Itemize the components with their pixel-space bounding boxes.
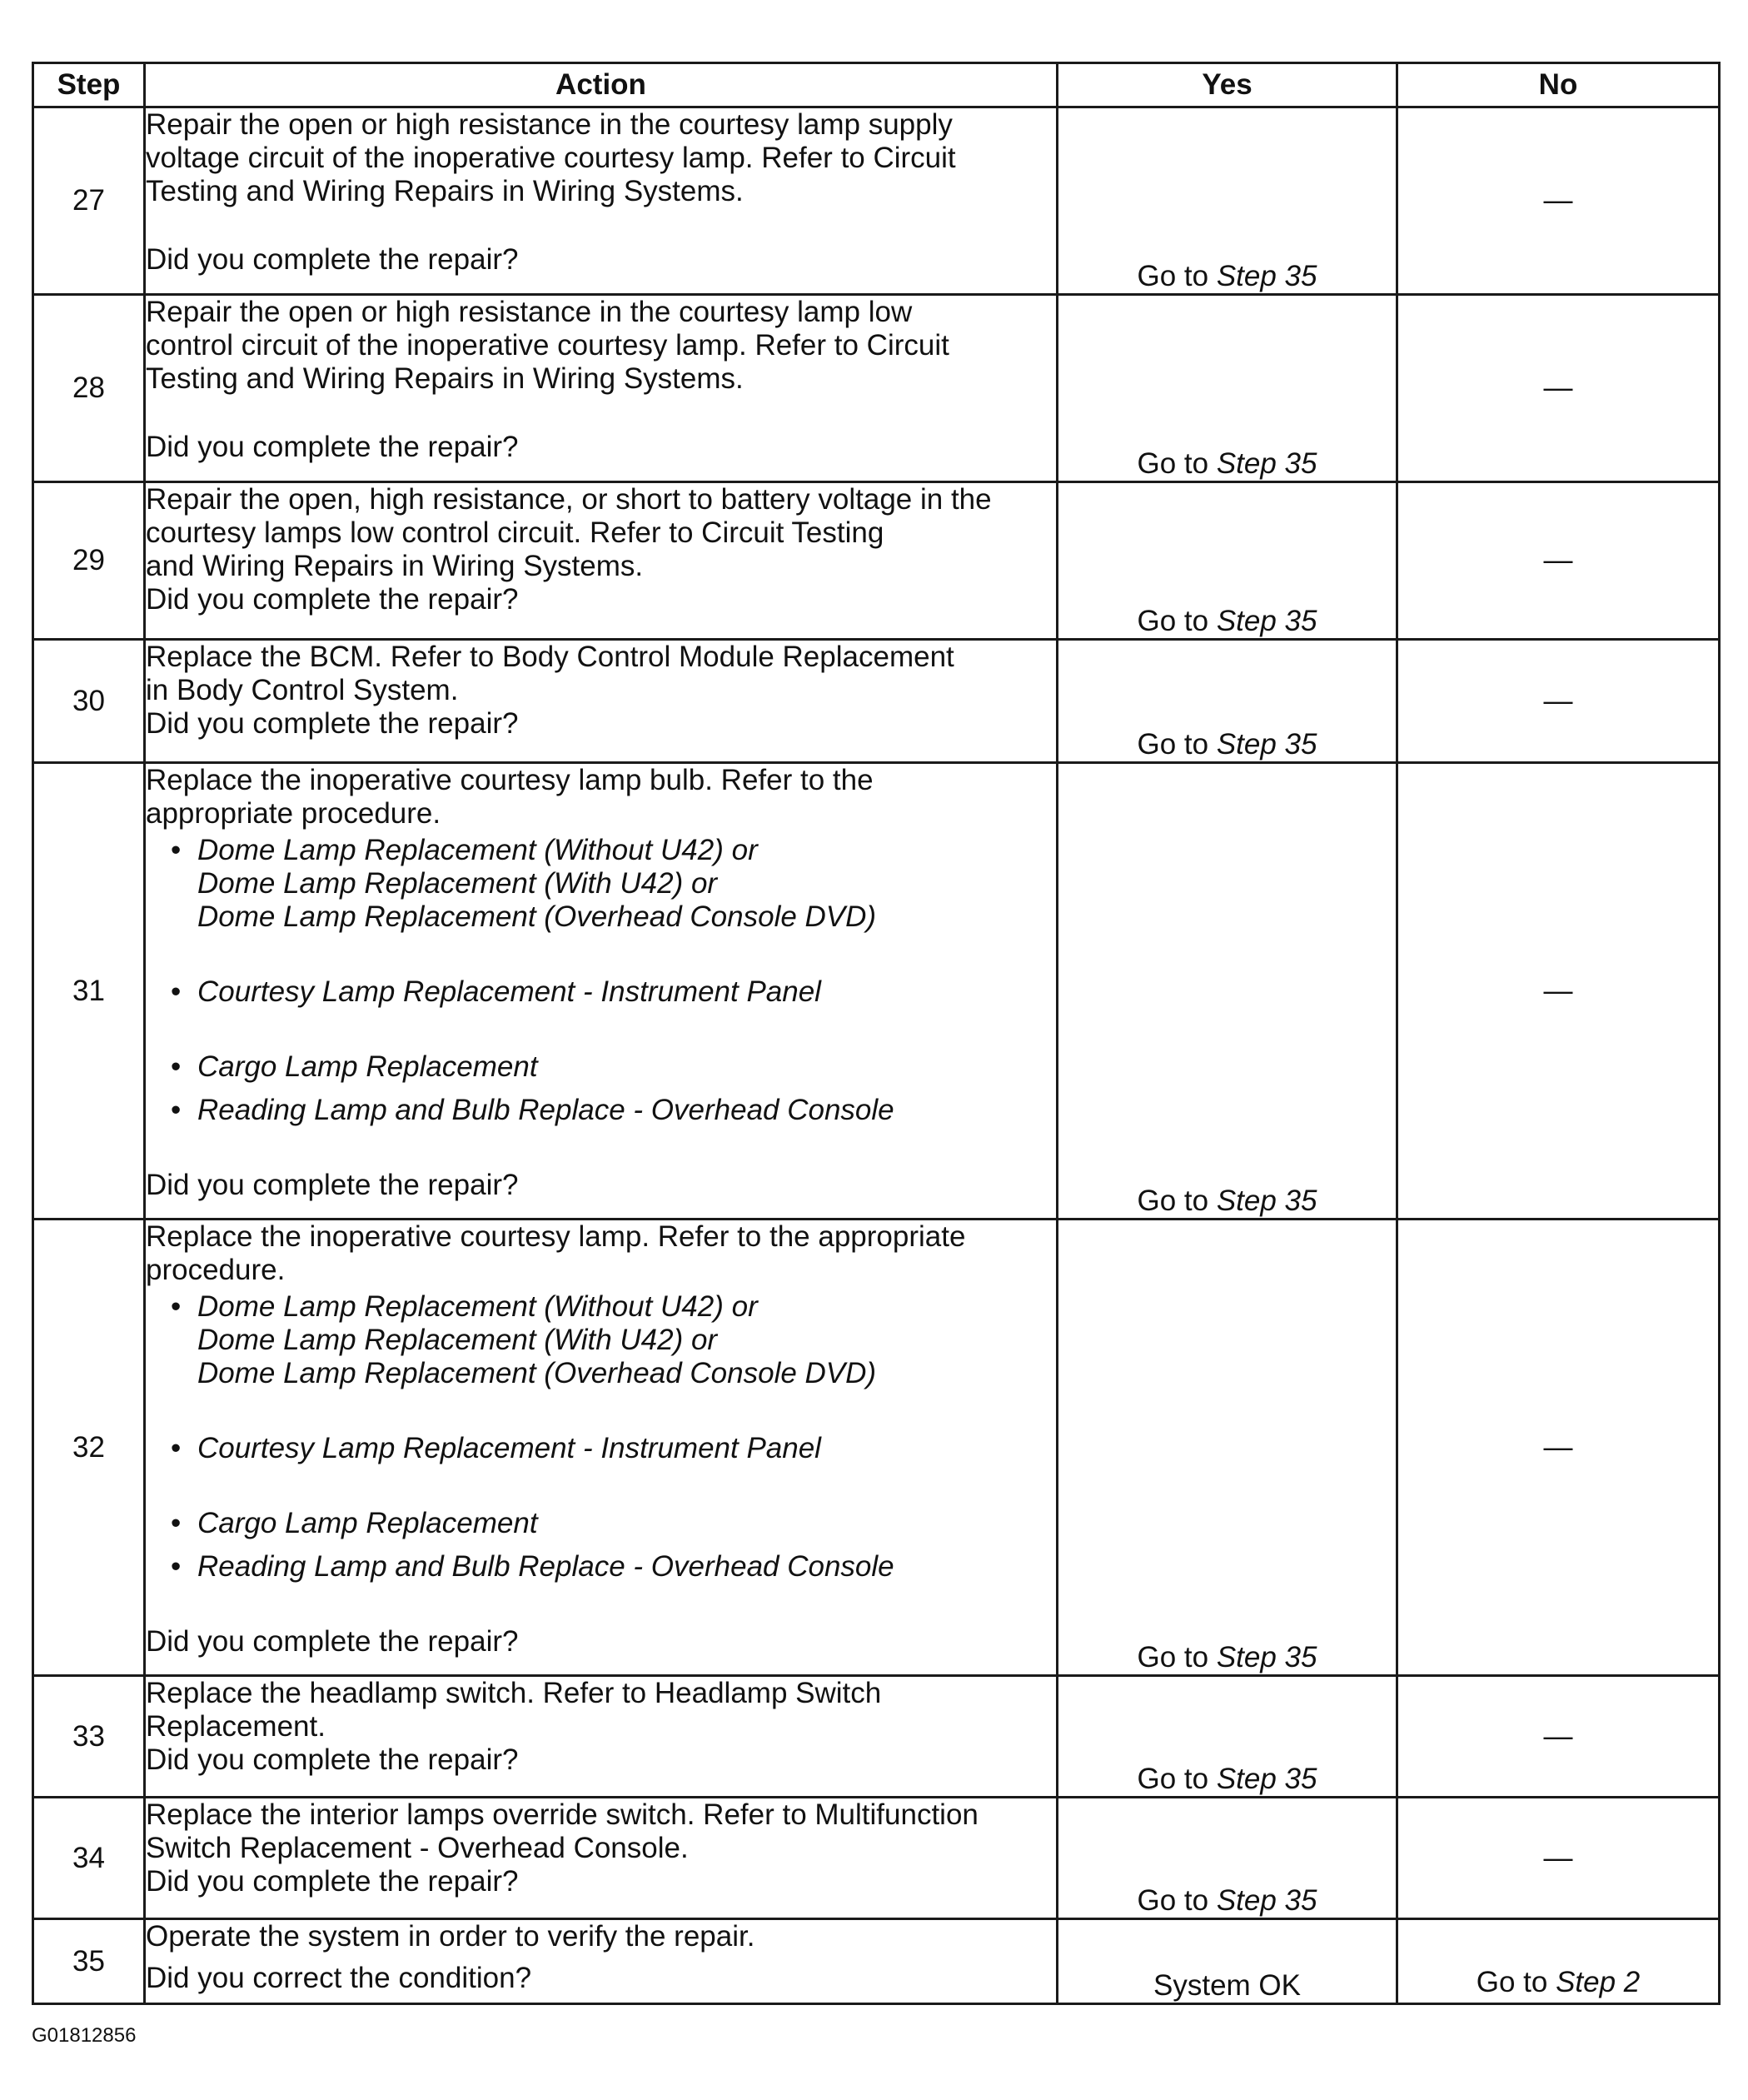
- table-row-step-35: [33, 1919, 1720, 2004]
- action-text: Replace the inoperative courtesy lamp. Refer to the appropriate procedure.: [146, 1220, 966, 1286]
- action-cell: [145, 1919, 1058, 2004]
- yes-step-link[interactable]: Step 35: [1216, 1884, 1317, 1917]
- step-number: 32: [33, 1220, 145, 1676]
- table-row-step-27: [33, 107, 1720, 295]
- question-text: Did you complete the repair?: [146, 583, 519, 616]
- procedure-list: [146, 834, 1056, 1127]
- procedure-item-cargo-lamp[interactable]: • Cargo Lamp Replacement: [171, 1050, 1056, 1084]
- yes-step-link[interactable]: Step 35: [1216, 1641, 1317, 1674]
- action-text: Repair the open or high resistance in the courtesy lamp supply voltage circuit of the inoperative courtesy lamp. Refer to Circuit Testing and Wiring Repairs in Wiring Systems.: [146, 108, 956, 207]
- action-text: Operate the system in order to verify the repair.: [146, 1920, 755, 1953]
- diagnostic-table: [32, 62, 1721, 2005]
- no-cell: —: [1397, 482, 1720, 640]
- no-cell: —: [1397, 107, 1720, 295]
- action-cell: [145, 1220, 1058, 1676]
- yes-prefix: Go to: [1137, 1884, 1217, 1917]
- procedure-item-dome-lamp[interactable]: • Dome Lamp Replacement (Without U42) or Dome Lamp Replacement (With U42) or Dome Lamp Replacement (Overhead Console DVD): [171, 1290, 1056, 1390]
- yes-prefix: Go to: [1137, 728, 1217, 761]
- header-yes: Yes: [1058, 63, 1397, 107]
- action-cell: [145, 1798, 1058, 1919]
- question-text: Did you complete the repair?: [146, 1865, 519, 1898]
- procedure-item-courtesy-lamp[interactable]: • Courtesy Lamp Replacement - Instrument Panel: [171, 1432, 1056, 1465]
- yes-prefix: Go to: [1137, 1641, 1217, 1674]
- no-cell: [1397, 1919, 1720, 2004]
- action-text: Replace the interior lamps override switch. Refer to Multifunction Switch Replacement - Overhead Console.: [146, 1798, 979, 1864]
- yes-step-link[interactable]: Step 35: [1216, 728, 1317, 761]
- yes-cell: [1058, 295, 1397, 482]
- yes-prefix: Go to: [1137, 260, 1217, 292]
- header-row: [33, 63, 1720, 107]
- action-text: Replace the BCM. Refer to Body Control Module Replacement in Body Control System.: [146, 641, 954, 706]
- action-text: Replace the inoperative courtesy lamp bulb. Refer to the appropriate procedure.: [146, 764, 874, 830]
- header-no: No: [1397, 63, 1720, 107]
- step-number: 34: [33, 1798, 145, 1919]
- step-number: 33: [33, 1676, 145, 1798]
- procedure-item-reading-lamp[interactable]: • Reading Lamp and Bulb Replace - Overhead Console: [171, 1550, 1056, 1584]
- yes-cell: [1058, 1919, 1397, 2004]
- table-row-step-32: [33, 1220, 1720, 1676]
- procedure-item-reading-lamp[interactable]: • Reading Lamp and Bulb Replace - Overhead Console: [171, 1094, 1056, 1127]
- step-number: 30: [33, 640, 145, 763]
- table-row-step-33: [33, 1676, 1720, 1798]
- action-cell: [145, 763, 1058, 1220]
- yes-step-link[interactable]: Step 35: [1216, 447, 1317, 480]
- no-step-link[interactable]: Step 2: [1556, 1966, 1641, 1998]
- table-row-step-31: [33, 763, 1720, 1220]
- procedure-list: [146, 1290, 1056, 1584]
- action-text: Repair the open or high resistance in the courtesy lamp low control circuit of the inoperative courtesy lamp. Refer to Circuit Testing and Wiring Repairs in Wiring Systems.: [146, 296, 949, 395]
- yes-cell: [1058, 1676, 1397, 1798]
- yes-result: System OK: [1153, 1969, 1301, 2002]
- yes-prefix: Go to: [1137, 1185, 1217, 1217]
- table-row-step-34: [33, 1798, 1720, 1919]
- yes-cell: [1058, 1798, 1397, 1919]
- action-cell: [145, 295, 1058, 482]
- question-text: Did you correct the condition?: [146, 1962, 532, 1994]
- no-cell: —: [1397, 1798, 1720, 1919]
- yes-step-link[interactable]: Step 35: [1216, 1185, 1317, 1217]
- yes-cell: [1058, 1220, 1397, 1676]
- question-text: Did you complete the repair?: [146, 1743, 519, 1776]
- yes-cell: [1058, 482, 1397, 640]
- procedure-item-cargo-lamp[interactable]: • Cargo Lamp Replacement: [171, 1507, 1056, 1540]
- no-cell: —: [1397, 1676, 1720, 1798]
- yes-prefix: Go to: [1137, 1763, 1217, 1795]
- yes-step-link[interactable]: Step 35: [1216, 605, 1317, 637]
- yes-cell: [1058, 763, 1397, 1220]
- no-cell: —: [1397, 1220, 1720, 1676]
- yes-step-link[interactable]: Step 35: [1216, 1763, 1317, 1795]
- yes-cell: [1058, 640, 1397, 763]
- no-cell: —: [1397, 640, 1720, 763]
- question-text: Did you complete the repair?: [146, 1625, 519, 1658]
- yes-prefix: Go to: [1137, 447, 1217, 480]
- question-text: Did you complete the repair?: [146, 707, 519, 740]
- step-number: 31: [33, 763, 145, 1220]
- table-row-step-28: [33, 295, 1720, 482]
- figure-id: G01812856: [32, 2024, 137, 2047]
- no-prefix: Go to: [1476, 1966, 1556, 1998]
- header-step: Step: [33, 63, 145, 107]
- header-action: Action: [145, 63, 1058, 107]
- table-row-step-30: [33, 640, 1720, 763]
- action-text: Repair the open, high resistance, or short to battery voltage in the courtesy lamps low control circuit. Refer to Circuit Testing and Wiring Repairs in Wiring Systems.: [146, 483, 992, 582]
- yes-cell: [1058, 107, 1397, 295]
- question-text: Did you complete the repair?: [146, 431, 519, 463]
- action-cell: [145, 1676, 1058, 1798]
- yes-step-link[interactable]: Step 35: [1216, 260, 1317, 292]
- action-cell: [145, 482, 1058, 640]
- yes-prefix: Go to: [1137, 605, 1217, 637]
- procedure-item-dome-lamp[interactable]: • Dome Lamp Replacement (Without U42) or Dome Lamp Replacement (With U42) or Dome Lamp Replacement (Overhead Console DVD): [171, 834, 1056, 934]
- procedure-item-courtesy-lamp[interactable]: • Courtesy Lamp Replacement - Instrument Panel: [171, 975, 1056, 1009]
- step-number: 27: [33, 107, 145, 295]
- table-row-step-29: [33, 482, 1720, 640]
- question-text: Did you complete the repair?: [146, 1169, 519, 1201]
- action-cell: [145, 107, 1058, 295]
- action-text: Replace the headlamp switch. Refer to Headlamp Switch Replacement.: [146, 1677, 882, 1743]
- step-number: 29: [33, 482, 145, 640]
- step-number: 35: [33, 1919, 145, 2004]
- no-cell: —: [1397, 763, 1720, 1220]
- step-number: 28: [33, 295, 145, 482]
- question-text: Did you complete the repair?: [146, 243, 519, 276]
- no-cell: —: [1397, 295, 1720, 482]
- action-cell: [145, 640, 1058, 763]
